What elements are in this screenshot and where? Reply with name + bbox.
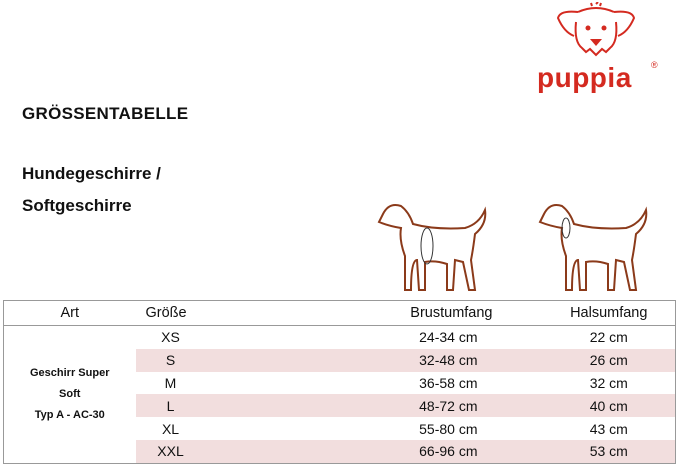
size-cell: XS	[161, 329, 180, 346]
header-size: Größe	[136, 301, 206, 326]
neck-cell: 26 cm	[543, 349, 676, 372]
dog-neck-measure-icon	[536, 200, 656, 296]
neck-cell: 40 cm	[543, 394, 676, 417]
page-title: GRÖSSENTABELLE	[22, 104, 189, 123]
neck-cell: 22 cm	[589, 329, 628, 346]
neck-cell: 32 cm	[589, 374, 628, 391]
chest-cell: 55-80 cm	[419, 420, 478, 437]
chest-cell: 36-58 cm	[419, 374, 478, 391]
product-type-line: Soft	[59, 387, 81, 400]
neck-cell: 53 cm	[543, 440, 676, 463]
header-neck: Halsumfang	[543, 301, 676, 326]
size-cell: S	[136, 349, 206, 372]
header-chest: Brustumfang	[206, 301, 543, 326]
dog-chest-measure-icon	[375, 200, 495, 296]
size-cell: XL	[161, 420, 180, 437]
brand-logo: puppia	[537, 62, 632, 93]
header-art: Art	[4, 301, 136, 326]
product-type-line: Geschirr Super	[30, 366, 110, 379]
neck-cell: 43 cm	[589, 420, 628, 437]
product-type-line: Typ A - AC-30	[34, 408, 105, 421]
chest-cell: 32-48 cm	[206, 349, 543, 372]
subtitle-line-2: Softgeschirre	[22, 196, 132, 215]
chest-cell: 24-34 cm	[419, 329, 478, 346]
puppia-dog-logo-icon	[556, 2, 636, 60]
product-type-cell	[4, 326, 136, 464]
size-table	[3, 300, 676, 464]
registered-mark: ®	[651, 60, 658, 70]
size-cell: L	[136, 394, 206, 417]
chest-cell: 48-72 cm	[206, 394, 543, 417]
table-header	[4, 301, 676, 326]
chest-cell: 66-96 cm	[206, 440, 543, 463]
subtitle-line-1: Hundegeschirre /	[22, 164, 161, 183]
size-cell: M	[164, 374, 177, 391]
size-cell: XXL	[136, 440, 206, 463]
table-row	[4, 326, 676, 349]
